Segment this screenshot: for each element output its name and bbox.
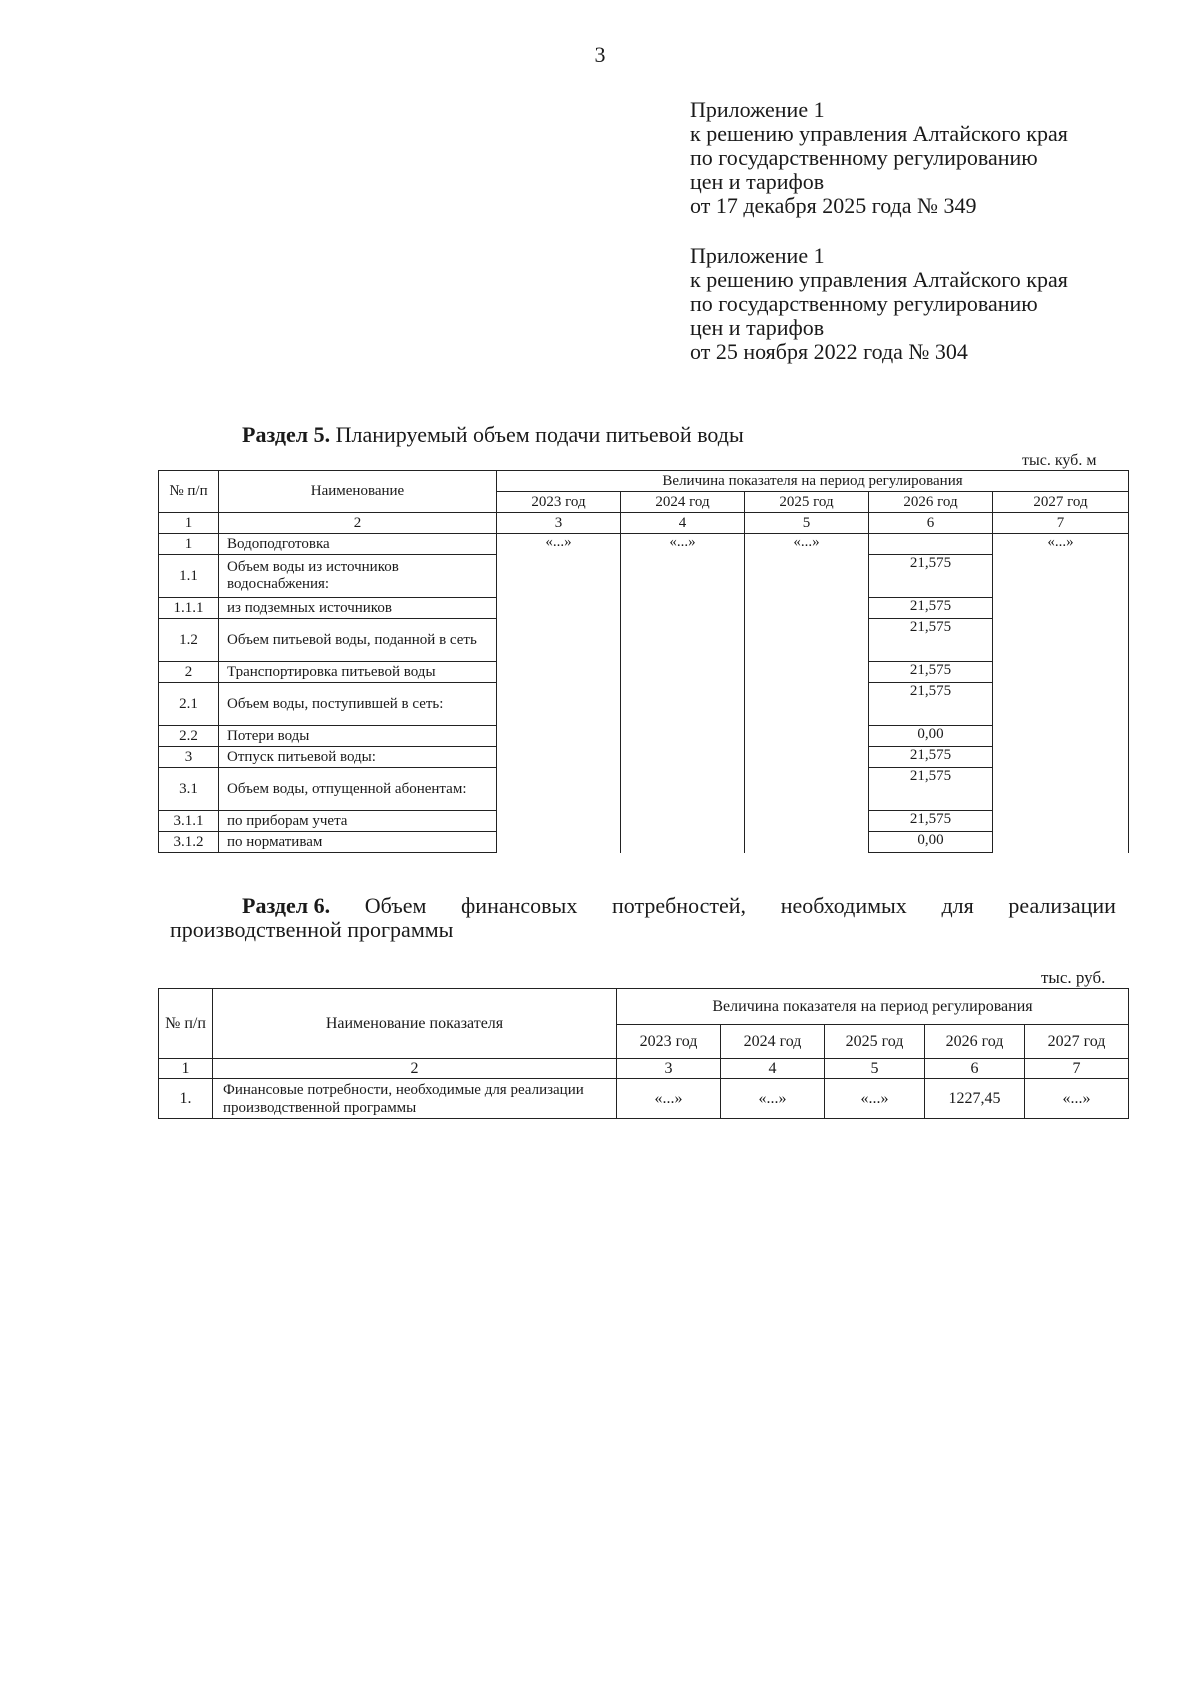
row-name: из подземных источников (219, 598, 497, 619)
row-num: 2 (159, 662, 219, 683)
section5-title (242, 422, 744, 448)
value-2024: «...» (621, 534, 745, 853)
row-name: Объем воды из источников водоснабжения: (219, 555, 497, 598)
table-row (159, 1079, 1129, 1119)
column-number: 2 (219, 513, 497, 534)
row-name: Потери воды (219, 726, 497, 747)
section5-title-number: Раздел 5. (242, 422, 331, 447)
row-num: 3 (159, 747, 219, 768)
column-number: 1 (159, 513, 219, 534)
value-2026: 21,575 (869, 555, 993, 598)
row-num: 1.1.1 (159, 598, 219, 619)
row-num: 2.2 (159, 726, 219, 747)
row-name: Водоподготовка (219, 534, 497, 555)
header-name: Наименование показателя (213, 989, 617, 1059)
row-name: по приборам учета (219, 811, 497, 832)
column-number: 5 (745, 513, 869, 534)
section6-title-line2: производственной программы (170, 917, 454, 942)
row-num: 1. (159, 1079, 213, 1119)
column-number: 6 (869, 513, 993, 534)
column-number: 2 (213, 1059, 617, 1079)
appendix-line: Приложение 1 (690, 97, 825, 122)
header-year: 2023 год (617, 1025, 721, 1059)
row-num: 1.2 (159, 619, 219, 662)
section6-title-word: финансовых (461, 893, 578, 918)
header-num: № п/п (159, 989, 213, 1059)
section6-title-word: необходимых (780, 893, 907, 918)
appendix-line: по государственному регулированию (690, 145, 1038, 170)
appendix-line: от 17 декабря 2025 года № 349 (690, 193, 977, 218)
value-2026: 21,575 (869, 683, 993, 726)
value-2026: 1227,45 (925, 1079, 1025, 1119)
row-name: Транспортировка питьевой воды (219, 662, 497, 683)
header-year: 2026 год (925, 1025, 1025, 1059)
appendix-line: по государственному регулированию (690, 291, 1038, 316)
header-year: 2026 год (869, 492, 993, 513)
column-number: 3 (617, 1059, 721, 1079)
row-name: Объем воды, отпущенной абонентам: (219, 768, 497, 811)
value-2026: 21,575 (869, 598, 993, 619)
value-2027: «...» (1025, 1079, 1129, 1119)
section6-title-word: реализации (1008, 893, 1116, 918)
header-year: 2023 год (497, 492, 621, 513)
value-2026: 0,00 (869, 832, 993, 853)
row-num: 1.1 (159, 555, 219, 598)
value-2026: 21,575 (869, 662, 993, 683)
appendix-line: к решению управления Алтайского края (690, 267, 1068, 292)
header-year: 2024 год (721, 1025, 825, 1059)
appendix-current-reference (690, 98, 1068, 218)
section6-title-word: потребностей, (611, 893, 747, 918)
column-number: 7 (1025, 1059, 1129, 1079)
page-number: 3 (594, 42, 606, 67)
row-num: 3.1.2 (159, 832, 219, 853)
header-year: 2027 год (993, 492, 1129, 513)
appendix-line: цен и тарифов (690, 315, 825, 340)
column-number: 5 (825, 1059, 925, 1079)
row-name: Объем питьевой воды, поданной в сеть (219, 619, 497, 662)
header-year: 2025 год (745, 492, 869, 513)
row-num: 3.1.1 (159, 811, 219, 832)
header-num: № п/п (159, 471, 219, 513)
header-year: 2025 год (825, 1025, 925, 1059)
value-2023: «...» (497, 534, 621, 853)
column-number: 7 (993, 513, 1129, 534)
row-name: по нормативам (219, 832, 497, 853)
section5-unit: тыс. куб. м (1022, 452, 1097, 469)
table-row (159, 534, 1129, 555)
row-num: 2.1 (159, 683, 219, 726)
appendix-line: от 25 ноября 2022 года № 304 (690, 339, 968, 364)
appendix-line: к решению управления Алтайского края (690, 121, 1068, 146)
header-year: 2027 год (1025, 1025, 1129, 1059)
value-2023: «...» (617, 1079, 721, 1119)
value-2027: «...» (993, 534, 1129, 853)
column-number: 4 (621, 513, 745, 534)
column-number: 4 (721, 1059, 825, 1079)
financial-needs-table (158, 988, 1129, 1119)
header-period: Величина показателя на период регулирования (497, 471, 1129, 492)
value-2026: 21,575 (869, 768, 993, 811)
value-2026 (869, 534, 993, 555)
row-name: Отпуск питьевой воды: (219, 747, 497, 768)
appendix-line: цен и тарифов (690, 169, 825, 194)
row-num: 3.1 (159, 768, 219, 811)
row-num: 1 (159, 534, 219, 555)
appendix-line: Приложение 1 (690, 243, 825, 268)
section6-title-word: Объем (364, 893, 427, 918)
section6-title-number: Раздел 6. (242, 893, 331, 918)
header-period: Величина показателя на период регулирования (617, 989, 1129, 1025)
row-name: Финансовые потребности, необходимые для реализации производственной программы (213, 1079, 617, 1119)
header-year: 2024 год (621, 492, 745, 513)
column-number: 1 (159, 1059, 213, 1079)
section6-title (170, 894, 1116, 942)
value-2024: «...» (721, 1079, 825, 1119)
value-2026: 0,00 (869, 726, 993, 747)
value-2026: 21,575 (869, 619, 993, 662)
water-supply-volume-table (158, 470, 1129, 853)
value-2025: «...» (825, 1079, 925, 1119)
column-number: 6 (925, 1059, 1025, 1079)
section6-title-word: для (941, 893, 974, 918)
appendix-original-reference (690, 244, 1068, 364)
value-2025: «...» (745, 534, 869, 853)
row-name: Объем воды, поступившей в сеть: (219, 683, 497, 726)
column-number: 3 (497, 513, 621, 534)
section5-title-text: Планируемый объем подачи питьевой воды (330, 422, 744, 447)
value-2026: 21,575 (869, 811, 993, 832)
value-2026: 21,575 (869, 747, 993, 768)
header-name: Наименование (219, 471, 497, 513)
section6-unit: тыс. руб. (1041, 968, 1106, 987)
